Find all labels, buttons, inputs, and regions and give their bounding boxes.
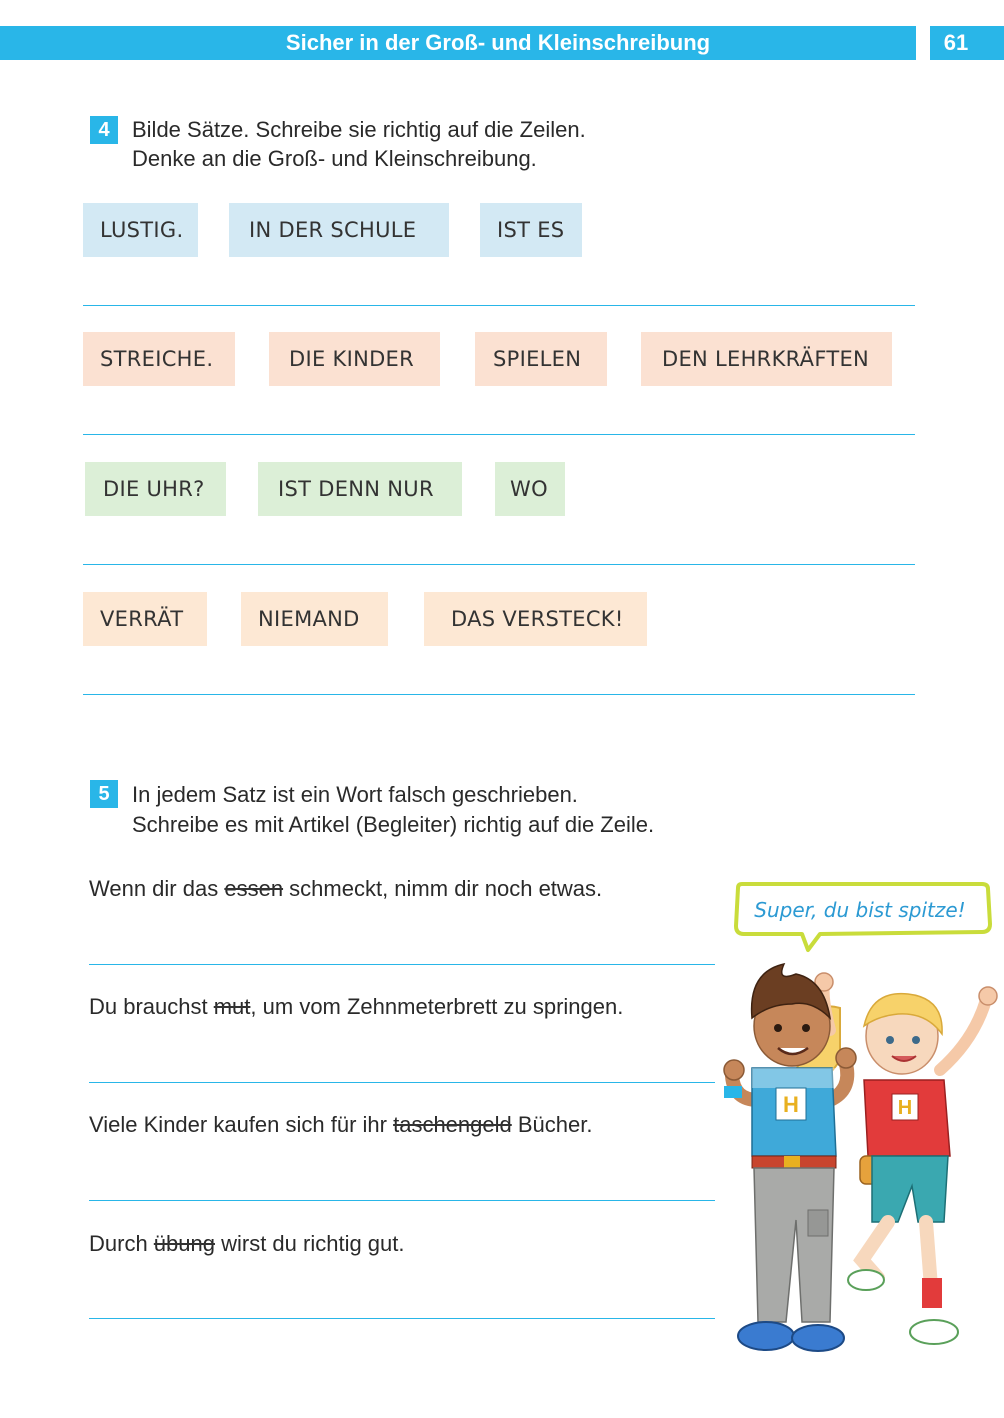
sentence-text: Bücher. — [511, 1112, 593, 1137]
page-number-box — [930, 26, 1004, 60]
task5-instruction-2: Schreibe es mit Artikel (Begleiter) richtig auf die Zeile. — [132, 812, 655, 837]
answer-line[interactable] — [89, 1082, 715, 1083]
sentence-text: Durch — [89, 1231, 154, 1256]
sentence-4 — [89, 1231, 405, 1257]
speech-bubble — [728, 880, 994, 954]
page-title: Sicher in der Groß- und Kleinschreibung — [285, 30, 711, 55]
task-number-4: 4 — [90, 116, 118, 144]
word-chip[interactable]: SPIELEN — [475, 332, 607, 386]
word-chip[interactable]: DIE KINDER — [269, 332, 440, 386]
word-chip[interactable]: DEN LEHRKRÄFTEN — [641, 332, 892, 386]
answer-line[interactable] — [83, 305, 915, 306]
answer-line[interactable] — [83, 694, 915, 695]
sentence-2 — [89, 994, 623, 1020]
word-chip[interactable]: WO — [495, 462, 565, 516]
word-chip[interactable]: LUSTIG. — [83, 203, 198, 257]
struck-word: taschengeld — [393, 1112, 512, 1137]
answer-line[interactable] — [83, 434, 915, 435]
word-chip[interactable]: IST ES — [480, 203, 582, 257]
header-bar — [0, 26, 916, 60]
word-chip[interactable]: VERRÄT — [83, 592, 207, 646]
cheering-kids-illustration — [712, 960, 1002, 1372]
struck-word: essen — [224, 876, 284, 901]
sentence-1 — [89, 876, 602, 902]
task-number-5: 5 — [90, 780, 118, 808]
sentence-text: schmeckt, nimm dir noch etwas. — [283, 876, 603, 901]
sentence-text: Du brauchst — [89, 994, 214, 1019]
word-chip[interactable]: NIEMAND — [241, 592, 388, 646]
word-chip[interactable]: DIE UHR? — [85, 462, 226, 516]
word-chip[interactable]: IN DER SCHULE — [229, 203, 449, 257]
svg-text:H: H — [783, 1092, 799, 1117]
sentence-text: Wenn dir das — [89, 876, 225, 901]
struck-word: mut — [213, 994, 251, 1019]
struck-word: übung — [153, 1231, 215, 1256]
sentence-text: , um vom Zehnmeterbrett zu springen. — [250, 994, 624, 1019]
task4-instruction-1: Bilde Sätze. Schreibe sie richtig auf die Zeilen. — [132, 117, 586, 142]
sentence-text: Viele Kinder kaufen sich für ihr — [89, 1112, 394, 1137]
speech-bubble-text: Super, du bist spitze! — [754, 898, 966, 922]
sentence-text: wirst du richtig gut. — [214, 1231, 405, 1256]
page-number: 61 — [943, 30, 969, 55]
word-chip[interactable]: STREICHE. — [83, 332, 235, 386]
word-chip[interactable]: IST DENN NUR — [258, 462, 462, 516]
svg-text:H: H — [897, 1097, 913, 1119]
task5-instruction-1: In jedem Satz ist ein Wort falsch geschrieben. — [132, 782, 578, 807]
answer-line[interactable] — [83, 564, 915, 565]
answer-line[interactable] — [89, 1200, 715, 1201]
sentence-3 — [89, 1112, 592, 1138]
task4-instruction-2: Denke an die Groß- und Kleinschreibung. — [132, 146, 537, 171]
answer-line[interactable] — [89, 964, 715, 965]
word-chip[interactable]: DAS VERSTECK! — [424, 592, 647, 646]
answer-line[interactable] — [89, 1318, 715, 1319]
